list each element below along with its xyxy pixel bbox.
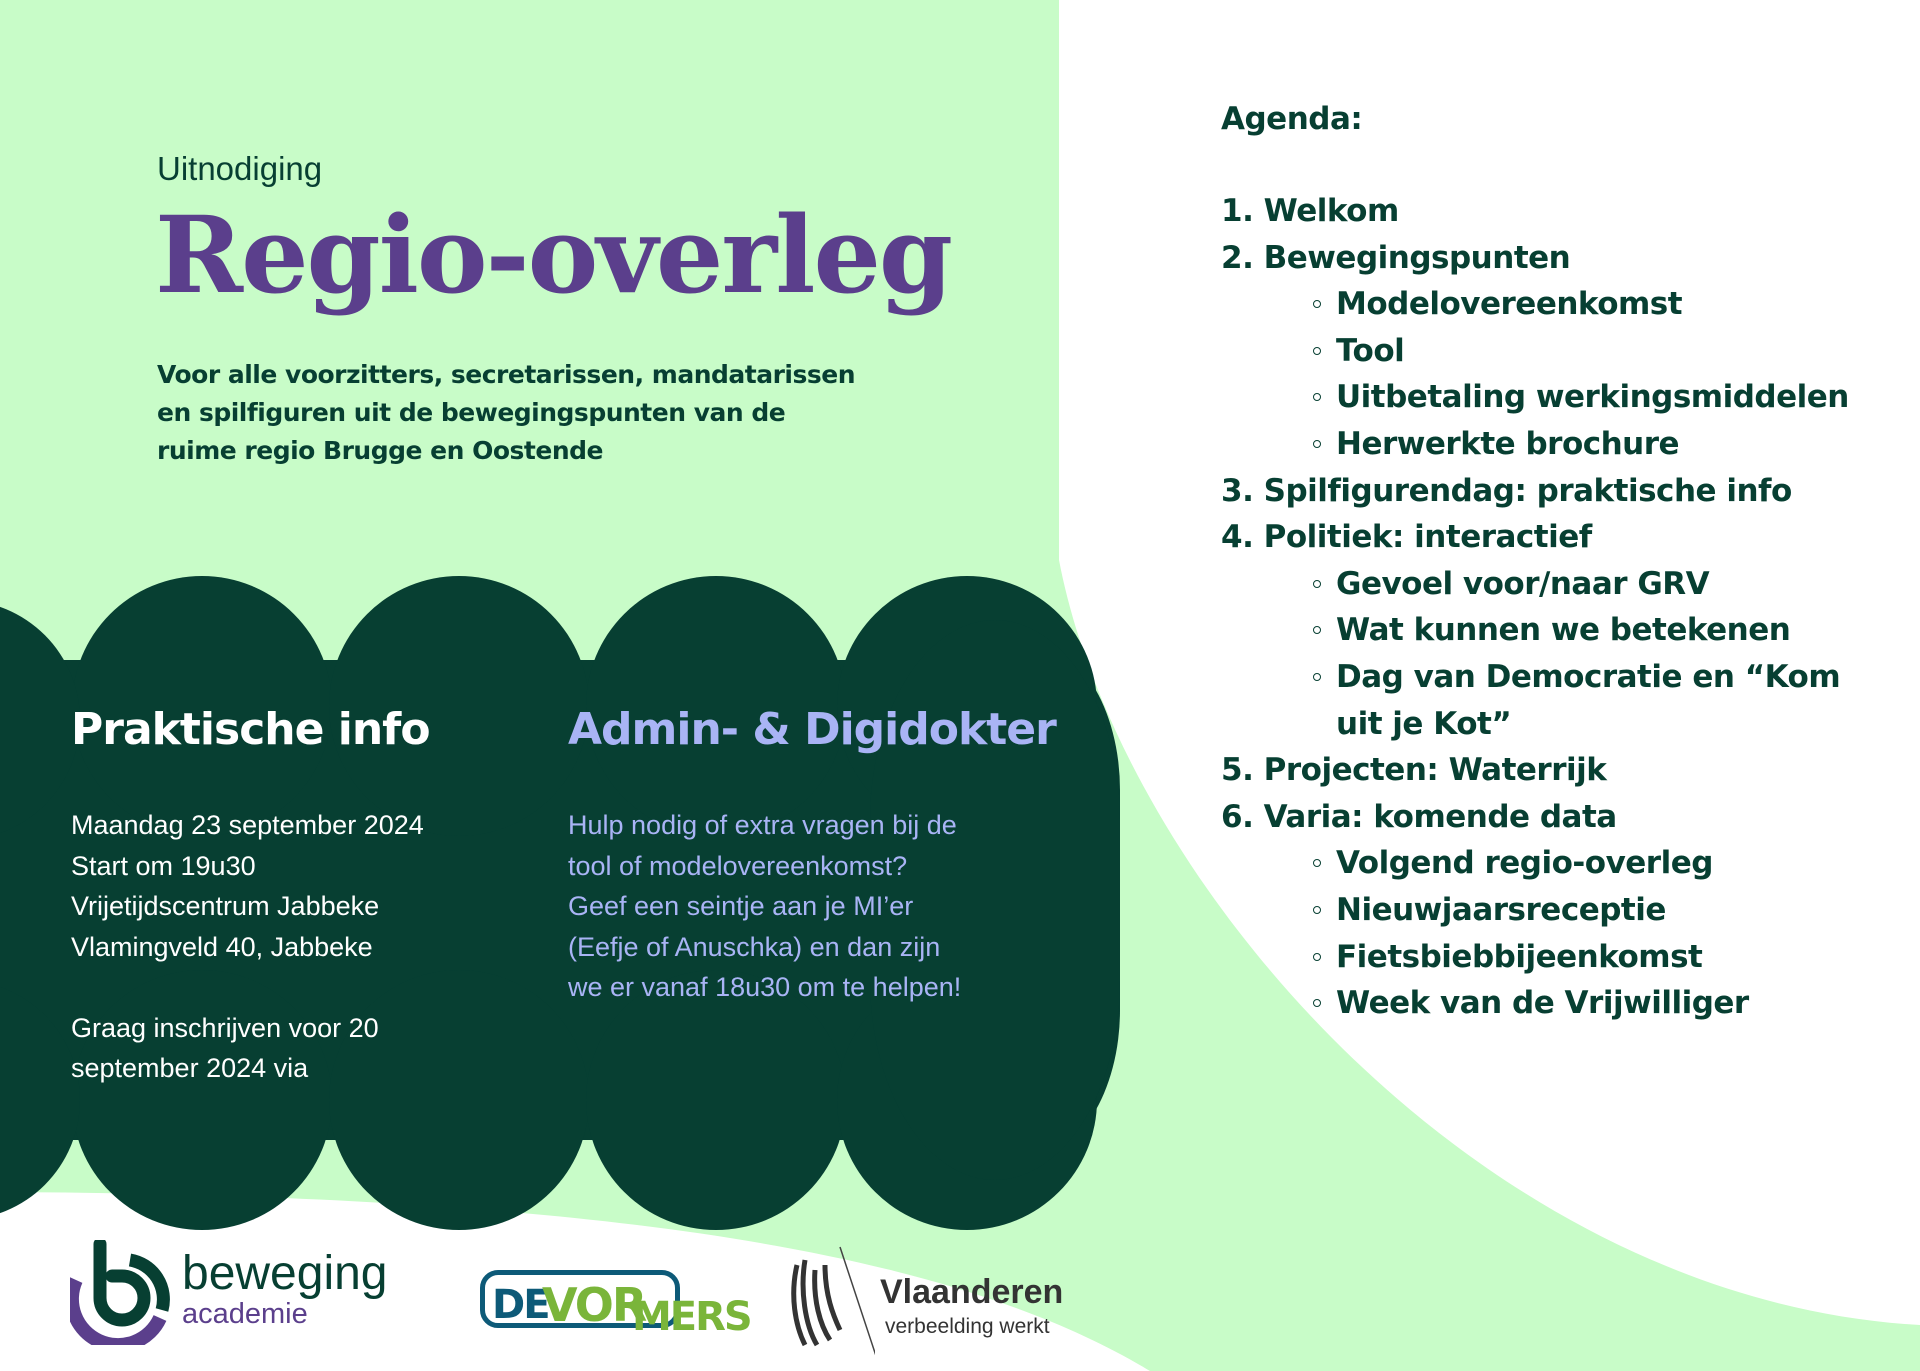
invitation-label: Uitnodiging [157, 150, 323, 187]
agenda-item: 5. Projecten: Waterrijk [1221, 752, 1607, 789]
circle-bullet-icon [1313, 580, 1321, 588]
circle-bullet-icon [1313, 906, 1321, 914]
agenda-item: 2. Bewegingspunten [1221, 239, 1571, 276]
agenda-subitem: Fietsbiebbijeenkomst [1221, 934, 1849, 981]
agenda [1221, 96, 1849, 1027]
logo-text: Vlaanderen [880, 1273, 1064, 1311]
logo-text: beweging [182, 1247, 388, 1300]
flemish-lion-icon [785, 1245, 875, 1370]
circle-bullet-icon [1313, 347, 1321, 355]
practical-info-text [71, 805, 424, 1089]
agenda-subitem: Wat kunnen we betekenen [1221, 607, 1849, 654]
circle-bullet-icon [1313, 300, 1321, 308]
subtitle-line: Voor alle voorzitters, secretarissen, mandatarissen [157, 360, 855, 389]
digidokter-line: (Eefje of Anuschka) en dan zijn [568, 931, 941, 962]
agenda-item: 3. Spilfigurendag: praktische info [1221, 472, 1792, 509]
signup-line: Graag inschrijven voor 20 [71, 1012, 379, 1043]
digidokter-line: we er vanaf 18u30 om te helpen! [568, 972, 962, 1002]
event-start: Start om 19u30 [71, 850, 256, 881]
agenda-subitem: Volgend regio-overleg [1221, 840, 1849, 887]
page-title: Regio-overleg [155, 192, 952, 317]
circle-bullet-icon [1313, 999, 1321, 1007]
digidokter-text [568, 805, 961, 1008]
logo-text: academie [182, 1298, 308, 1330]
logo-text: DE [492, 1282, 549, 1328]
logo-text: verbeelding werkt [885, 1315, 1050, 1338]
digidokter-line: tool of modelovereenkomst? [568, 850, 908, 881]
circle-bullet-icon [1313, 953, 1321, 961]
beweging-b-icon [70, 1240, 170, 1345]
logo-text: MERS [632, 1294, 751, 1340]
agenda-subitem-continuation: uit je Kot” [1336, 705, 1512, 742]
subtitle-line: ruime regio Brugge en Oostende [157, 436, 603, 465]
circle-bullet-icon [1313, 673, 1321, 681]
devormers-logo [480, 1270, 751, 1340]
circle-bullet-icon [1313, 393, 1321, 401]
digidokter-heading: Admin- & Digidokter [568, 704, 1056, 755]
agenda-subitem: Week van de Vrijwilliger [1221, 980, 1849, 1027]
practical-info-heading: Praktische info [71, 704, 430, 755]
subtitle-line: en spilfiguren uit de bewegingspunten van de [157, 398, 786, 427]
bewegingacademie-logo [70, 1240, 420, 1345]
event-date: Maandag 23 september 2024 [71, 810, 424, 840]
circle-bullet-icon [1313, 626, 1321, 634]
event-address: Vlamingveld 40, Jabbeke [71, 931, 373, 962]
agenda-subitem: Modelovereenkomst [1221, 281, 1849, 328]
agenda-item: 6. Varia: komende data [1221, 798, 1617, 835]
signup-line: september 2024 via [71, 1053, 309, 1083]
circle-bullet-icon [1313, 859, 1321, 867]
digidokter-line: Geef een seintje aan je MI’er [568, 891, 914, 921]
agenda-subitem: Uitbetaling werkingsmiddelen [1221, 374, 1849, 421]
agenda-subitem: Dag van Democratie en “Kom [1221, 654, 1849, 701]
agenda-subitem: Tool [1221, 328, 1849, 375]
event-venue: Vrijetijdscentrum Jabbeke [71, 891, 380, 921]
logo-text: VOR [542, 1278, 646, 1332]
agenda-subitem: Herwerkte brochure [1221, 421, 1849, 468]
agenda-item: 1. Welkom [1221, 193, 1399, 229]
agenda-item: 4. Politiek: interactief [1221, 519, 1592, 556]
digidokter-line: Hulp nodig of extra vragen bij de [568, 810, 957, 840]
circle-bullet-icon [1313, 440, 1321, 448]
agenda-heading: Agenda: [1221, 101, 1363, 137]
audience-description [157, 356, 897, 470]
vlaanderen-logo [785, 1245, 1085, 1370]
agenda-subitem: Nieuwjaarsreceptie [1221, 887, 1849, 934]
agenda-subitem: Gevoel voor/naar GRV [1221, 561, 1849, 608]
